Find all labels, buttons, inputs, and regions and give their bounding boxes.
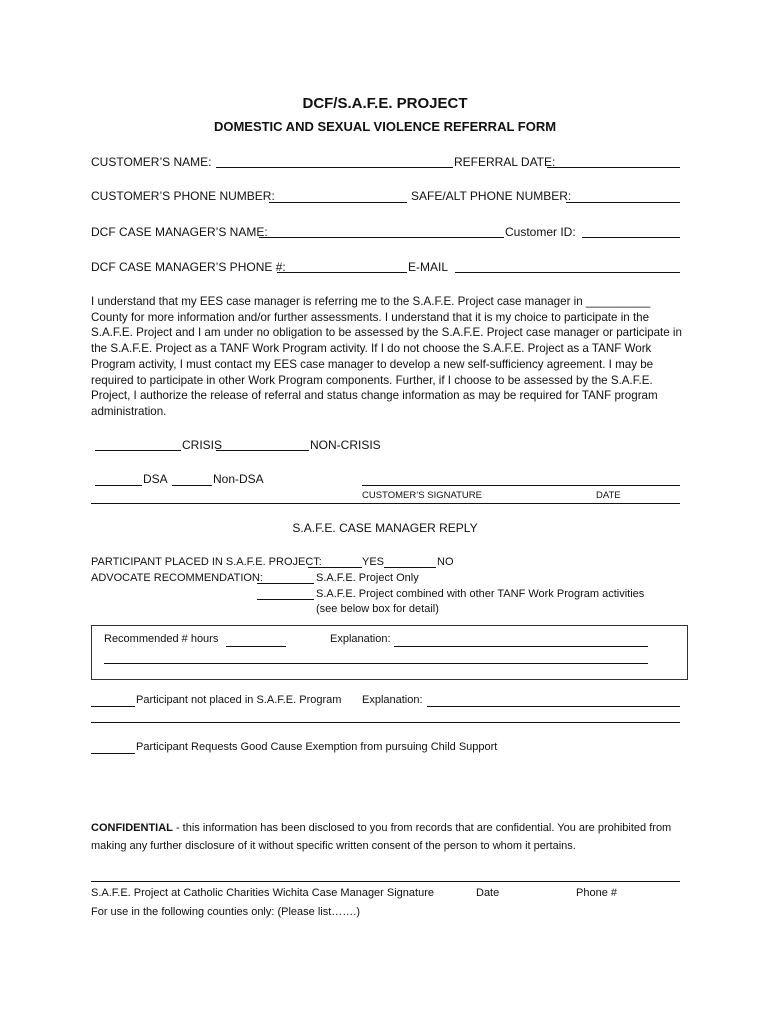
- crisis-label: CRISIS: [182, 438, 223, 452]
- customer-signature-label: CUSTOMER’S SIGNATURE: [362, 490, 482, 501]
- customer-name-input[interactable]: [216, 167, 453, 168]
- case-manager-phone-input[interactable]: [277, 272, 407, 273]
- case-manager-name-input[interactable]: [259, 237, 504, 238]
- recommended-hours-input[interactable]: [226, 646, 286, 647]
- dsa-blank[interactable]: [95, 485, 142, 486]
- crisis-blank[interactable]: [95, 450, 181, 451]
- case-manager-name-label: DCF CASE MANAGER’S NAME:: [91, 225, 268, 239]
- signature-date-label: DATE: [596, 490, 621, 501]
- consent-paragraph: I understand that my EES case manager is referring me to the S.A.F.E. Project case manager in __________ County for more information and/or further assessments. I understand that it is my choice to participate in the S.A.F.E. Project and I am under no obligation to be assessed by the S.A.F.E. Project case manager or participate in the S.A.F.E. Project as a TANF Work Program activity. If I do not choose the S.A.F.E. Project as a TANF Work Program activity, I must contact my EES case manager to develop a new self-sufficiency agreement. I may be required to participate in other Work Program components. Further, if I choose to be assessed by the S.A.F.E. Project, I authorize the release of referral and status change information as may be required for TANF program administration.: [91, 295, 682, 418]
- confidential-text: - this information has been disclosed to you from records that are confidential. You are prohibited from making any further disclosure of it without specific written consent of the person to whom it pertains.: [91, 822, 672, 852]
- safe-only-blank[interactable]: [257, 583, 314, 584]
- cm-signature-label: S.A.F.E. Project at Catholic Charities Wichita Case Manager Signature: [91, 887, 434, 899]
- email-label: E-MAIL: [408, 260, 449, 274]
- non-dsa-label: Non-DSA: [213, 472, 264, 486]
- reply-heading: S.A.F.E. CASE MANAGER REPLY: [292, 521, 478, 535]
- safe-combined-blank[interactable]: [257, 599, 314, 600]
- section-divider: [91, 503, 680, 504]
- dsa-label: DSA: [143, 472, 168, 486]
- participant-placed-label: PARTICIPANT PLACED IN S.A.F.E. PROJECT:: [91, 556, 322, 568]
- not-placed-explanation-line-2[interactable]: [91, 722, 680, 723]
- recommendation-detail-box: [91, 625, 688, 680]
- placed-yes-blank[interactable]: [308, 567, 362, 568]
- box-explanation-input[interactable]: [394, 646, 648, 647]
- cm-phone-label: Phone #: [576, 887, 617, 899]
- referral-date-input[interactable]: [547, 167, 680, 168]
- customer-phone-input[interactable]: [269, 202, 407, 203]
- customer-id-label: Customer ID:: [505, 225, 576, 239]
- form-title: DCF/S.A.F.E. PROJECT: [302, 95, 468, 112]
- safe-only-label: S.A.F.E. Project Only: [316, 572, 419, 584]
- not-placed-label: Participant not placed in S.A.F.E. Program: [136, 694, 342, 706]
- customer-id-input[interactable]: [582, 237, 680, 238]
- email-input[interactable]: [455, 272, 680, 273]
- advocate-recommendation-label: ADVOCATE RECOMMENDATION:: [91, 572, 263, 584]
- placed-no-label: NO: [437, 556, 454, 568]
- non-crisis-label: NON-CRISIS: [310, 438, 381, 452]
- box-explanation-line-2[interactable]: [104, 663, 648, 664]
- safe-alt-phone-input[interactable]: [566, 202, 680, 203]
- confidential-label: CONFIDENTIAL: [91, 822, 173, 834]
- non-dsa-blank[interactable]: [172, 485, 212, 486]
- customer-signature-line[interactable]: [362, 485, 680, 486]
- form-subtitle: DOMESTIC AND SEXUAL VIOLENCE REFERRAL FORM: [213, 119, 557, 134]
- placed-no-blank[interactable]: [384, 567, 436, 568]
- customer-name-label: CUSTOMER’S NAME:: [91, 155, 212, 169]
- good-cause-blank[interactable]: [91, 753, 135, 754]
- safe-alt-phone-label: SAFE/ALT PHONE NUMBER:: [411, 189, 572, 203]
- confidential-notice: [91, 819, 683, 855]
- customer-phone-label: CUSTOMER’S PHONE NUMBER:: [91, 189, 275, 203]
- not-placed-explanation-input[interactable]: [427, 706, 680, 707]
- placed-yes-label: YES: [362, 556, 385, 568]
- cm-date-label: Date: [476, 887, 500, 899]
- not-placed-blank[interactable]: [91, 706, 135, 707]
- safe-combined-label: S.A.F.E. Project combined with other TANF Work Program activities: [316, 588, 645, 600]
- not-placed-explanation-label: Explanation:: [362, 694, 423, 706]
- box-explanation-label: Explanation:: [330, 633, 391, 645]
- referral-date-label: REFERRAL DATE:: [454, 155, 556, 169]
- non-crisis-blank[interactable]: [216, 450, 309, 451]
- cm-signature-line[interactable]: [91, 881, 680, 882]
- counties-note: For use in the following counties only: (Please list…….): [91, 906, 361, 918]
- recommended-hours-label: Recommended # hours: [104, 633, 219, 645]
- good-cause-label: Participant Requests Good Cause Exemption from pursuing Child Support: [136, 741, 498, 753]
- see-below-note: (see below box for detail): [316, 603, 439, 615]
- case-manager-phone-label: DCF CASE MANAGER’S PHONE #:: [91, 260, 286, 274]
